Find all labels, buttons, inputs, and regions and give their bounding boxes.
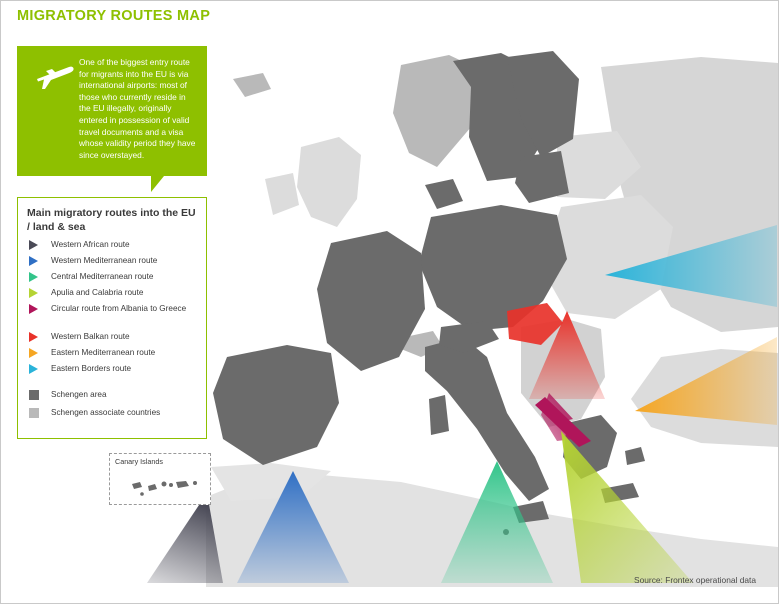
airplane-icon xyxy=(33,58,75,92)
area-swatch-icon xyxy=(29,390,39,400)
route-marker-icon xyxy=(29,288,38,298)
route-marker-icon xyxy=(29,304,38,314)
map-legend xyxy=(17,197,207,439)
legend-label: Circular route from Albania to Greece xyxy=(51,304,187,313)
legend-label: Western Mediterranean route xyxy=(51,256,158,265)
callout-box xyxy=(17,46,207,176)
legend-title: Main migratory routes into the EU / land & sea xyxy=(27,207,196,233)
route-marker-icon xyxy=(29,272,38,282)
legend-label: Eastern Borders route xyxy=(51,364,132,373)
route-marker-icon xyxy=(29,256,38,266)
route-marker-icon xyxy=(29,240,38,250)
legend-label: Western Balkan route xyxy=(51,332,130,341)
legend-label: Central Mediterranean route xyxy=(51,272,154,281)
route-marker-icon xyxy=(29,332,38,342)
area-swatch-icon xyxy=(29,408,39,418)
route-marker-icon xyxy=(29,364,38,374)
route-marker-icon xyxy=(29,348,38,358)
canary-islands-label: Canary Islands xyxy=(115,457,163,466)
callout-tail xyxy=(151,176,164,192)
legend-label: Eastern Mediterranean route xyxy=(51,348,156,357)
legend-label: Schengen associate countries xyxy=(51,408,161,417)
page-title: MIGRATORY ROUTES MAP xyxy=(17,8,211,24)
callout-text: One of the biggest entry route for migrants into the EU is via international airports: most of those who currently reside in the EU illegally, originally entered in possession of valid travel documents and a visa whose validity period they have since overstayed. xyxy=(79,57,196,160)
source-note: Source: Frontex operational data xyxy=(634,575,756,585)
legend-label: Schengen area xyxy=(51,390,107,399)
legend-label: Western African route xyxy=(51,240,130,249)
legend-label: Apulia and Calabria route xyxy=(51,288,144,297)
canary-islands-inset xyxy=(109,453,211,505)
